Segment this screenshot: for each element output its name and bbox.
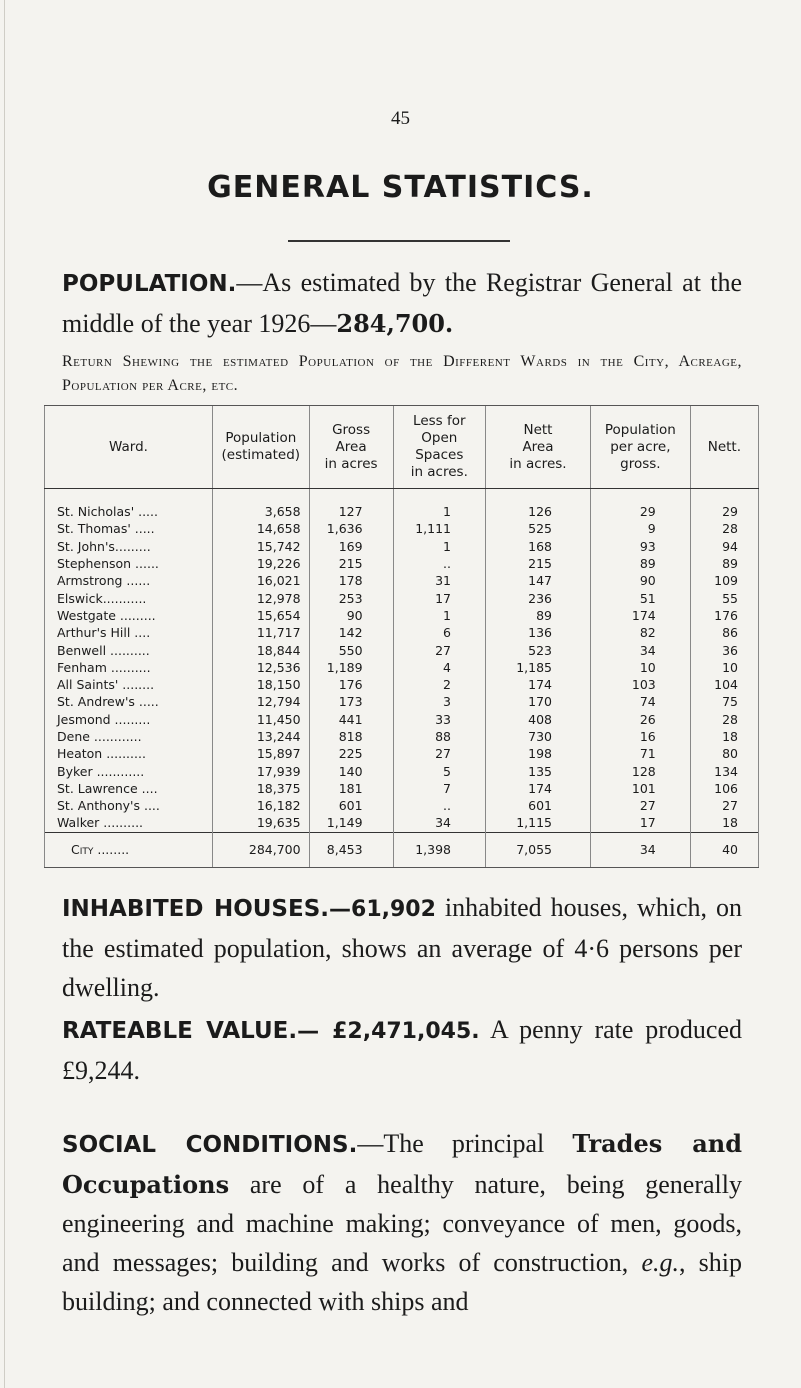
table-cell: 5 xyxy=(393,762,485,779)
table-cell: 136 xyxy=(485,624,590,641)
table-cell: 26 xyxy=(590,711,690,728)
table-cell: 40 xyxy=(690,832,758,867)
table-row xyxy=(45,503,759,520)
table-row xyxy=(45,538,759,555)
inhabited-houses-paragraph xyxy=(62,888,742,1007)
table-cell: 18,150 xyxy=(213,676,310,693)
table-cell: 17,939 xyxy=(213,762,310,779)
table-cell: 441 xyxy=(309,711,393,728)
table-cell: 14,658 xyxy=(213,520,310,537)
table-cell: 18 xyxy=(690,728,758,745)
page-title: GENERAL STATISTICS. xyxy=(207,170,594,205)
table-cell: 128 xyxy=(590,762,690,779)
table-cell: 181 xyxy=(309,780,393,797)
table-cell: 236 xyxy=(485,589,590,606)
table-cell: 134 xyxy=(690,762,758,779)
table-row xyxy=(45,624,759,641)
table-cell: 18,375 xyxy=(213,780,310,797)
ward-name-cell: Westgate ......... xyxy=(45,607,213,624)
table-cell: 1,636 xyxy=(309,520,393,537)
table-cell: 27 xyxy=(393,745,485,762)
table-cell: 34 xyxy=(393,814,485,832)
table-cell: 730 xyxy=(485,728,590,745)
inhabited-heading: INHABITED HOUSES. xyxy=(62,896,330,922)
table-cell: 601 xyxy=(309,797,393,814)
table-row xyxy=(45,607,759,624)
table-cell: 27 xyxy=(690,797,758,814)
table-cell: 215 xyxy=(485,555,590,572)
table-cell: 176 xyxy=(690,607,758,624)
header-less-open-spaces: Less for Open Spaces in acres. xyxy=(393,406,485,489)
table-cell: 34 xyxy=(590,641,690,658)
table-cell xyxy=(690,489,758,504)
table-cell xyxy=(309,489,393,504)
table-cell: .. xyxy=(393,555,485,572)
population-heading: POPULATION. xyxy=(62,271,237,297)
ward-name-cell: St. Andrew's ..... xyxy=(45,693,213,710)
ward-name-cell: Fenham .......... xyxy=(45,659,213,676)
table-cell: 7 xyxy=(393,780,485,797)
table-cell: 12,978 xyxy=(213,589,310,606)
rateable-text: A penny rate produced £9,244. xyxy=(62,1015,742,1085)
table-row xyxy=(45,572,759,589)
table-row xyxy=(45,711,759,728)
table-caption: Return Shewing the estimated Population of the Different Wards in the City, Acreage, Population per Acre, etc. xyxy=(62,353,742,394)
table-cell: 12,536 xyxy=(213,659,310,676)
ward-name-cell: St. Anthony's .... xyxy=(45,797,213,814)
social-italic: e.g. xyxy=(641,1248,679,1277)
table-row xyxy=(45,780,759,797)
table-cell xyxy=(393,489,485,504)
social-bold-phrase: Trades and Occupations xyxy=(62,1129,742,1199)
rateable-heading: RATEABLE VALUE. xyxy=(62,1018,298,1044)
table-cell: 169 xyxy=(309,538,393,555)
table-cell: 11,450 xyxy=(213,711,310,728)
table-cell: 17 xyxy=(590,814,690,832)
table-cell: 90 xyxy=(590,572,690,589)
table-cell: 18,844 xyxy=(213,641,310,658)
table-cell: 215 xyxy=(309,555,393,572)
header-population: Population (estimated) xyxy=(213,406,310,489)
ward-name-cell: Armstrong ...... xyxy=(45,572,213,589)
table-cell: 3,658 xyxy=(213,503,310,520)
table-row xyxy=(45,728,759,745)
inhabited-text: inhabited houses, which, on the estimated population, shows an average of 4·6 persons per dwelling. xyxy=(62,893,743,1002)
rateable-value-paragraph xyxy=(62,1010,742,1090)
table-cell: 27 xyxy=(590,797,690,814)
header-population-per-acre: Population per acre, gross. xyxy=(590,406,690,489)
table-cell: 28 xyxy=(690,520,758,537)
table-cell: 74 xyxy=(590,693,690,710)
table-cell: 75 xyxy=(690,693,758,710)
table-cell: 15,742 xyxy=(213,538,310,555)
table-cell: 15,654 xyxy=(213,607,310,624)
table-cell: 71 xyxy=(590,745,690,762)
table-cell: 27 xyxy=(393,641,485,658)
table-total-row xyxy=(45,832,759,867)
table-cell: 1,185 xyxy=(485,659,590,676)
table-header-row xyxy=(45,406,759,489)
table-row xyxy=(45,762,759,779)
table-row xyxy=(45,589,759,606)
table-cell: 253 xyxy=(309,589,393,606)
ward-name-cell: St. Nicholas' ..... xyxy=(45,503,213,520)
table-cell: 55 xyxy=(690,589,758,606)
table-cell: 173 xyxy=(309,693,393,710)
table-cell: 525 xyxy=(485,520,590,537)
table-cell: 16,021 xyxy=(213,572,310,589)
table-cell: 90 xyxy=(309,607,393,624)
ward-name-cell: Dene ............ xyxy=(45,728,213,745)
table-cell: 225 xyxy=(309,745,393,762)
table-cell: 6 xyxy=(393,624,485,641)
table-cell: 198 xyxy=(485,745,590,762)
ward-name-cell: Walker .......... xyxy=(45,814,213,832)
table-cell: 1,149 xyxy=(309,814,393,832)
table-cell: 7,055 xyxy=(485,832,590,867)
table-cell: 9 xyxy=(590,520,690,537)
table-cell: 3 xyxy=(393,693,485,710)
table-cell: 12,794 xyxy=(213,693,310,710)
page-number: 45 xyxy=(391,108,410,129)
table-cell: 818 xyxy=(309,728,393,745)
table-cell: 10 xyxy=(690,659,758,676)
table-cell: 29 xyxy=(590,503,690,520)
table-cell: 36 xyxy=(690,641,758,658)
table-cell xyxy=(45,489,213,504)
social-text-c: , ship building; and connected with ships and xyxy=(62,1248,742,1316)
table-cell: 174 xyxy=(590,607,690,624)
table-cell: 89 xyxy=(590,555,690,572)
table-cell: 89 xyxy=(485,607,590,624)
table-row xyxy=(45,693,759,710)
table-cell: 174 xyxy=(485,780,590,797)
title-divider xyxy=(288,240,510,242)
table-cell: 1,115 xyxy=(485,814,590,832)
table-cell: 80 xyxy=(690,745,758,762)
table-cell: 2 xyxy=(393,676,485,693)
table-cell: 142 xyxy=(309,624,393,641)
table-row xyxy=(45,520,759,537)
header-nett-area: Nett Area in acres. xyxy=(485,406,590,489)
table-cell: 82 xyxy=(590,624,690,641)
table-cell: 28 xyxy=(690,711,758,728)
ward-name-cell: All Saints' ........ xyxy=(45,676,213,693)
ward-name-cell: Jesmond ......... xyxy=(45,711,213,728)
header-ward: Ward. xyxy=(45,406,213,489)
table-cell: 94 xyxy=(690,538,758,555)
table-cell: 135 xyxy=(485,762,590,779)
table-cell: 147 xyxy=(485,572,590,589)
table-cell: 17 xyxy=(393,589,485,606)
table-cell: 170 xyxy=(485,693,590,710)
social-text-a: —The principal xyxy=(357,1129,573,1158)
table-cell: 1,189 xyxy=(309,659,393,676)
table-row xyxy=(45,745,759,762)
ward-name-cell: Benwell .......... xyxy=(45,641,213,658)
table-cell: 127 xyxy=(309,503,393,520)
table-cell: 16 xyxy=(590,728,690,745)
social-conditions-paragraph xyxy=(62,1124,742,1321)
table-cell: 19,226 xyxy=(213,555,310,572)
table-cell: 15,897 xyxy=(213,745,310,762)
table-row xyxy=(45,555,759,572)
table-cell: 34 xyxy=(590,832,690,867)
ward-name-cell: St. Thomas' ..... xyxy=(45,520,213,537)
table-cell: 178 xyxy=(309,572,393,589)
social-heading: SOCIAL CONDITIONS. xyxy=(62,1132,358,1158)
table-cell: 86 xyxy=(690,624,758,641)
table-cell: 29 xyxy=(690,503,758,520)
ward-name-cell: Stephenson ...... xyxy=(45,555,213,572)
table-cell: 8,453 xyxy=(309,832,393,867)
table-cell: .. xyxy=(393,797,485,814)
table-cell: 33 xyxy=(393,711,485,728)
table-cell: 10 xyxy=(590,659,690,676)
table-cell: 109 xyxy=(690,572,758,589)
table-cell: 1 xyxy=(393,503,485,520)
ward-name-cell: St. Lawrence .... xyxy=(45,780,213,797)
table-cell: 174 xyxy=(485,676,590,693)
table-cell: 176 xyxy=(309,676,393,693)
ward-name-cell: City ........ xyxy=(45,832,213,867)
population-figure: 284,700. xyxy=(336,309,454,338)
table-cell: 16,182 xyxy=(213,797,310,814)
ward-name-cell: Elswick........... xyxy=(45,589,213,606)
population-text: —As estimated by the Registrar General at the middle of the year 1926— xyxy=(62,268,742,338)
inhabited-figure: —61,902 xyxy=(329,897,436,922)
table-cell: 51 xyxy=(590,589,690,606)
table-cell: 89 xyxy=(690,555,758,572)
table-cell: 550 xyxy=(309,641,393,658)
header-nett: Nett. xyxy=(690,406,758,489)
table-cell: 284,700 xyxy=(213,832,310,867)
table-row xyxy=(45,797,759,814)
social-text-b: are of a healthy nature, being generally engineering and machine making; conveyance of men, goods, and messages; building and works of construction, xyxy=(62,1170,742,1277)
table-cell: 1 xyxy=(393,538,485,555)
table-spacer-row xyxy=(45,489,759,504)
table-cell: 601 xyxy=(485,797,590,814)
table-cell: 126 xyxy=(485,503,590,520)
table-cell: 408 xyxy=(485,711,590,728)
table-row xyxy=(45,659,759,676)
ward-name-cell: Byker ............ xyxy=(45,762,213,779)
table-cell: 104 xyxy=(690,676,758,693)
table-cell: 101 xyxy=(590,780,690,797)
table-cell xyxy=(213,489,310,504)
ward-name-cell: Arthur's Hill .... xyxy=(45,624,213,641)
table-cell: 11,717 xyxy=(213,624,310,641)
table-cell: 4 xyxy=(393,659,485,676)
table-cell: 1 xyxy=(393,607,485,624)
table-row xyxy=(45,641,759,658)
table-cell: 19,635 xyxy=(213,814,310,832)
table-cell: 106 xyxy=(690,780,758,797)
table-cell: 1,111 xyxy=(393,520,485,537)
ward-name-cell: St. John's......... xyxy=(45,538,213,555)
table-cell: 93 xyxy=(590,538,690,555)
table-cell: 523 xyxy=(485,641,590,658)
table-cell: 18 xyxy=(690,814,758,832)
table-cell: 1,398 xyxy=(393,832,485,867)
table-cell: 103 xyxy=(590,676,690,693)
table-row xyxy=(45,676,759,693)
header-gross-area: Gross Area in acres xyxy=(309,406,393,489)
table-cell: 31 xyxy=(393,572,485,589)
table-cell xyxy=(590,489,690,504)
ward-name-cell: Heaton .......... xyxy=(45,745,213,762)
table-cell: 13,244 xyxy=(213,728,310,745)
ward-statistics-table xyxy=(44,405,759,868)
table-row xyxy=(45,814,759,832)
table-cell: 168 xyxy=(485,538,590,555)
table-cell xyxy=(485,489,590,504)
table-cell: 140 xyxy=(309,762,393,779)
page-edge-rule xyxy=(4,0,5,1388)
rateable-figure: — £2,471,045. xyxy=(297,1019,480,1044)
population-paragraph xyxy=(62,263,742,343)
table-cell: 88 xyxy=(393,728,485,745)
